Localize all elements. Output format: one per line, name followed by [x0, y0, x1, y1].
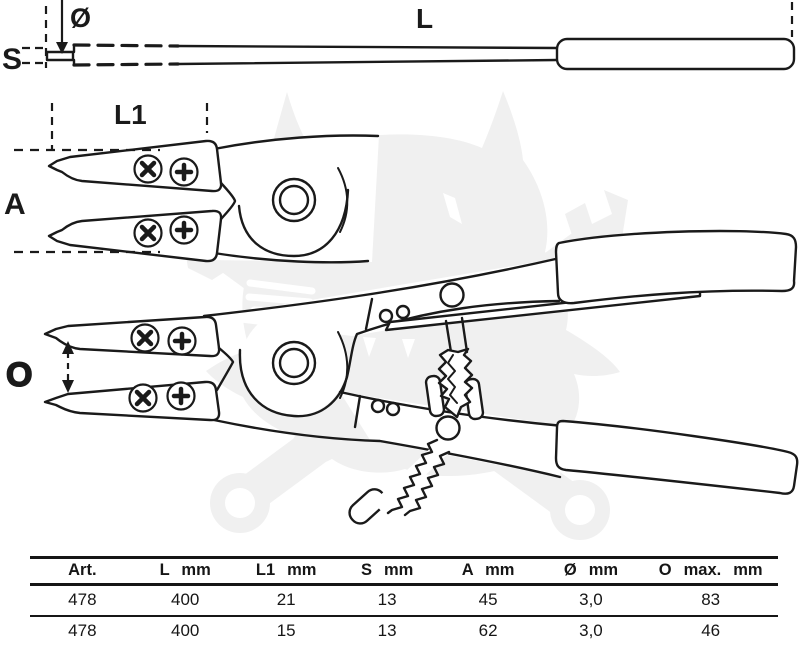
cell-s: 13: [377, 590, 397, 609]
cell-art: 478: [68, 621, 97, 640]
side-view: [47, 39, 794, 69]
col-diameter: Ø mm: [563, 561, 619, 579]
col-o-max: O max. mm: [658, 561, 763, 579]
table-row: [30, 616, 778, 645]
col-s: S mm: [360, 561, 414, 579]
cell-a: 45: [478, 590, 498, 609]
col-a: A mm: [461, 561, 515, 579]
handle: [557, 39, 794, 69]
cell-diameter: 3,0: [579, 621, 603, 640]
spec-table: [30, 556, 778, 645]
col-l: L mm: [159, 561, 211, 579]
cell-o-max: 46: [701, 621, 721, 640]
cell-l1: 15: [276, 621, 296, 640]
col-l1: L1 mm: [255, 561, 317, 579]
cell-a: 62: [478, 621, 498, 640]
cell-l: 400: [171, 621, 200, 640]
label-diameter: Ø: [70, 3, 92, 33]
table-row: [30, 585, 778, 617]
label-jaw-span: A: [4, 188, 26, 221]
col-art: Art.: [68, 561, 97, 579]
table-header-row: [30, 558, 778, 585]
label-length: L: [416, 3, 434, 34]
cell-s: 13: [377, 621, 397, 640]
cell-l1: 21: [276, 590, 296, 609]
cell-l: 400: [171, 590, 200, 609]
label-opening: O: [6, 356, 33, 394]
cell-diameter: 3,0: [579, 590, 603, 609]
tip-detail-view: [49, 135, 379, 262]
label-thickness: S: [2, 43, 23, 76]
label-tip-length: L1: [114, 99, 147, 130]
cell-art: 478: [68, 590, 97, 609]
upper-grip: [556, 231, 796, 303]
tool-tip: [47, 52, 73, 60]
cell-o-max: 83: [701, 590, 721, 609]
